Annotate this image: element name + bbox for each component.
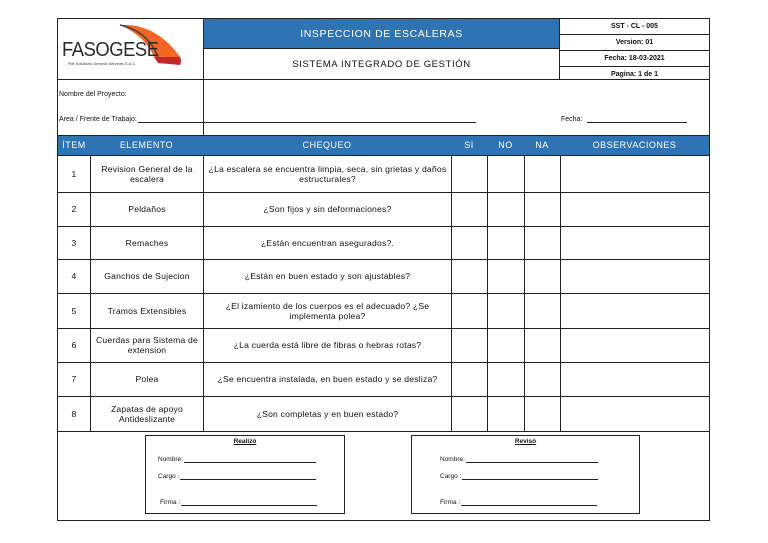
reviewed-name-label: Nombre:	[440, 456, 465, 463]
row-7-check: ¿Se encuentra instalada, en buen estado y se desliza?	[217, 374, 438, 384]
row-8-element: Zapatas de apoyo Antideslizante	[110, 403, 183, 424]
row-3-check: ¿Están encuentran asegurados?.	[260, 237, 395, 248]
row-7-item: 7	[71, 374, 77, 384]
row-8-check: ¿Son completas y en buen estado?	[256, 408, 399, 419]
project-name-label: Nombre del Proyecto:	[59, 91, 127, 98]
row-6-check: ¿La cuerda está libre de fibras o hebras rotas?	[233, 340, 422, 350]
col-na: NA	[535, 140, 549, 150]
row-4-element: Ganchos de Sujecion	[104, 271, 190, 281]
signature-made-title: Realizó	[233, 438, 257, 445]
made-role-field[interactable]	[158, 473, 316, 480]
row-1-element: Revision General de la escalera	[101, 163, 193, 184]
col-si: SI	[464, 140, 474, 150]
date-label: Fecha:	[561, 116, 583, 123]
doc-version: Version: 01	[560, 35, 709, 51]
made-name-field[interactable]	[158, 456, 316, 463]
document-title: INSPECCION DE ESCALERAS	[204, 19, 559, 48]
row-5-check: ¿El izamiento de los cuerpos es el adecuado? ¿Se implementa polea?	[225, 300, 430, 321]
signature-reviewed-box	[411, 435, 640, 514]
document-subtitle: SISTEMA INTEGRADO DE GESTIÓN	[204, 48, 559, 79]
doc-date: Fecha: 18-03-2021	[560, 51, 709, 67]
row-3-item: 3	[71, 237, 77, 248]
col-observations: OBSERVACIONES	[592, 140, 677, 150]
row-6-element: Cuerdas para Sistema de extension	[95, 335, 199, 355]
made-role-label: Cargo :	[158, 473, 180, 480]
col-no: NO	[498, 140, 513, 150]
area-input-line[interactable]	[138, 115, 476, 123]
logo-tagline: Fiel Solutions General Services S.A.C	[68, 61, 136, 66]
area-label	[59, 115, 476, 123]
col-check: CHEQUEO	[302, 140, 352, 150]
reviewed-role-field[interactable]	[440, 473, 598, 480]
reviewed-name-field[interactable]	[440, 456, 598, 463]
signature-made-box	[145, 435, 345, 514]
inspection-sheet	[57, 18, 710, 521]
col-element: ELEMENTO	[119, 140, 174, 150]
row-2-item: 2	[71, 204, 77, 214]
row-8-item: 8	[71, 408, 77, 419]
doc-page: Pagina: 1 de 1	[610, 71, 659, 78]
col-item: ÍTEM	[62, 140, 86, 150]
row-5-item: 5	[71, 305, 77, 316]
date-field	[561, 115, 687, 123]
row-6-item: 6	[71, 340, 77, 350]
row-3-element: Remaches	[125, 237, 169, 248]
document-meta	[560, 19, 709, 79]
row-4-item: 4	[71, 271, 77, 281]
made-sign-label: Firma :	[160, 499, 181, 506]
made-sign-field[interactable]	[160, 499, 317, 506]
logo-brand: FASOGESE	[62, 39, 159, 61]
date-input-line[interactable]	[587, 115, 687, 123]
row-2-element: Peldaños	[128, 204, 166, 214]
area-label-text: Area / Frente de Trabajo:	[59, 116, 137, 123]
row-5-element: Tramos Extensibles	[107, 305, 187, 316]
row-2-check: ¿Son fijos y sin deformaciones?	[263, 204, 392, 214]
signature-reviewed-title: Revisó	[514, 438, 537, 445]
row-1-item: 1	[71, 168, 77, 179]
row-7-element: Polea	[135, 374, 159, 384]
reviewed-sign-label: Firma :	[440, 499, 461, 506]
reviewed-sign-field[interactable]	[440, 499, 597, 506]
reviewed-role-label: Cargo :	[440, 473, 462, 480]
doc-code: SST - CL - 005	[560, 19, 709, 35]
logo	[58, 19, 203, 79]
made-name-label: Nombre:	[158, 456, 183, 463]
row-1-check: ¿La escalera se encuentra limpia, seca, sin grietas y daños estructurales?	[208, 163, 447, 184]
row-4-check: ¿Están en buen estado y son ajustables?	[244, 271, 411, 281]
